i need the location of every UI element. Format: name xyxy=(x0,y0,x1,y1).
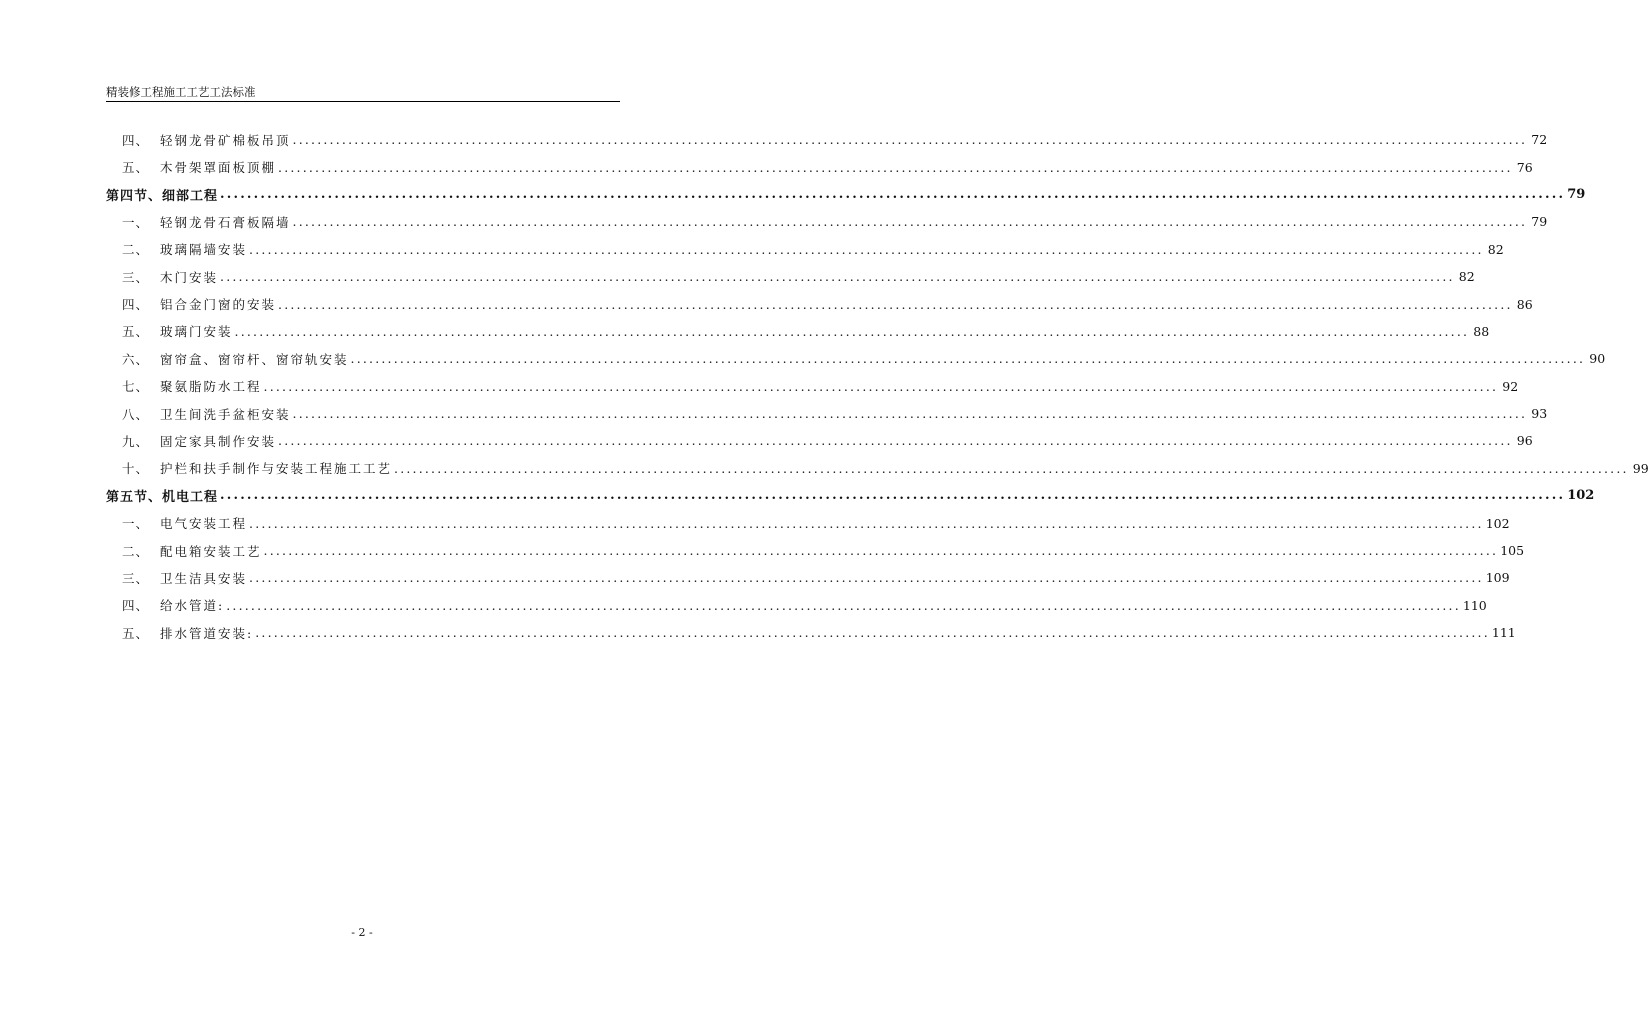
header-rule xyxy=(106,101,620,102)
toc-page-number: 79 xyxy=(1531,214,1548,230)
toc-item-row[interactable] xyxy=(106,153,1533,180)
toc-item-title: 给水管道: xyxy=(160,598,225,614)
toc-page-number: 93 xyxy=(1531,406,1548,422)
toc-section-row[interactable] xyxy=(106,482,1595,509)
toc-item-title: 护栏和扶手制作与安装工程施工工艺 xyxy=(160,461,393,477)
toc-item-row[interactable] xyxy=(106,236,1504,263)
toc-item-title: 排水管道安装: xyxy=(160,625,254,641)
toc-page-number: 102 xyxy=(1567,488,1595,504)
toc-leader-dots: ........................................................................................................................................................................................................ xyxy=(220,186,1566,202)
toc-leader-dots: ........................................................................................................................................................................................................ xyxy=(278,433,1513,449)
toc-item-number: 一、 xyxy=(122,214,150,230)
toc-item-title: 木骨架罩面板顶棚 xyxy=(160,160,277,176)
toc-leader-dots: ........................................................................................................................................................................................................ xyxy=(255,625,1490,641)
toc-page-number: 109 xyxy=(1485,570,1510,586)
toc-item-title: 固定家具制作安装 xyxy=(160,433,277,449)
toc-leader-dots: ........................................................................................................................................................................................................ xyxy=(249,515,1484,531)
toc-item-row[interactable] xyxy=(106,263,1475,290)
toc-item-title: 卫生洁具安装 xyxy=(160,570,248,586)
toc-item-number: 九、 xyxy=(122,433,150,449)
toc-item-number: 四、 xyxy=(122,297,150,313)
toc-item-title: 聚氨脂防水工程 xyxy=(160,379,262,395)
toc-page-number: 82 xyxy=(1487,241,1504,257)
toc-item-row[interactable] xyxy=(106,373,1519,400)
toc-item-number: 四、 xyxy=(122,598,150,614)
toc-item-title: 卫生间洗手盆柜安装 xyxy=(160,406,291,422)
toc-item-number: 五、 xyxy=(122,160,150,176)
toc-item-title: 轻钢龙骨石膏板隔墙 xyxy=(160,214,291,230)
toc-page-number: 111 xyxy=(1491,625,1516,641)
toc-item-row[interactable] xyxy=(106,126,1548,153)
toc-page-number: 102 xyxy=(1485,515,1510,531)
toc-leader-dots: ........................................................................................................................................................................................................ xyxy=(249,241,1484,257)
toc-item-row[interactable] xyxy=(106,509,1510,536)
toc-item-row[interactable] xyxy=(106,427,1533,454)
toc-leader-dots: ........................................................................................................................................................................................................ xyxy=(234,323,1470,339)
toc-page-number: 72 xyxy=(1531,132,1548,148)
toc-item-row[interactable] xyxy=(106,455,1649,482)
toc-item-title: 铝合金门窗的安装 xyxy=(160,297,277,313)
toc-item-number: 二、 xyxy=(122,242,150,258)
toc-item-number: 六、 xyxy=(122,351,150,367)
toc-leader-dots: ........................................................................................................................................................................................................ xyxy=(292,214,1528,230)
toc-item-title: 第五节、机电工程 xyxy=(106,490,219,506)
toc-page-number: 110 xyxy=(1462,597,1487,613)
toc-item-row[interactable] xyxy=(106,592,1487,619)
toc-page-number: 92 xyxy=(1502,378,1519,394)
toc-item-title: 轻钢龙骨矿棉板吊顶 xyxy=(160,132,291,148)
toc-item-row[interactable] xyxy=(106,400,1548,427)
toc-item-number: 五、 xyxy=(122,324,150,340)
toc-item-number: 三、 xyxy=(122,570,150,586)
toc-page-number: 99 xyxy=(1632,460,1649,476)
toc-leader-dots: ........................................................................................................................................................................................................ xyxy=(249,570,1484,586)
toc-page-number: 86 xyxy=(1516,296,1533,312)
toc-item-number: 五、 xyxy=(122,625,150,641)
toc-item-title: 窗帘盒、窗帘杆、窗帘轨安装 xyxy=(160,351,349,367)
toc-page-number: 96 xyxy=(1516,433,1533,449)
toc-item-title: 木门安装 xyxy=(160,269,219,285)
toc-item-title: 配电箱安装工艺 xyxy=(160,543,262,559)
toc-item-number: 四、 xyxy=(122,132,150,148)
toc-item-number: 八、 xyxy=(122,406,150,422)
toc-leader-dots: ........................................................................................................................................................................................................ xyxy=(278,296,1513,312)
toc-page-number: 105 xyxy=(1500,543,1525,559)
toc-leader-dots: ........................................................................................................................................................................................................ xyxy=(263,543,1499,559)
toc-leader-dots: ........................................................................................................................................................................................................ xyxy=(278,159,1513,175)
toc-section-row[interactable] xyxy=(106,181,1586,208)
toc-item-row[interactable] xyxy=(106,564,1510,591)
toc-leader-dots: ........................................................................................................................................................................................................ xyxy=(292,132,1528,148)
toc-page-number: 88 xyxy=(1473,323,1490,339)
toc-page-number: 76 xyxy=(1516,159,1533,175)
footer-page-number: - 2 - xyxy=(351,926,373,939)
toc-leader-dots: ........................................................................................................................................................................................................ xyxy=(226,597,1461,613)
header-title: 精装修工程施工工艺工法标准 xyxy=(106,85,256,99)
toc-item-row[interactable] xyxy=(106,208,1548,235)
toc-leader-dots: ........................................................................................................................................................................................................ xyxy=(263,378,1499,394)
toc-item-number: 七、 xyxy=(122,379,150,395)
toc-item-title: 第四节、细部工程 xyxy=(106,188,219,204)
toc-item-number: 一、 xyxy=(122,516,150,532)
toc-page-number: 90 xyxy=(1589,351,1606,367)
toc-item-row[interactable] xyxy=(106,290,1533,317)
toc-leader-dots: ........................................................................................................................................................................................................ xyxy=(220,488,1566,504)
toc-item-row[interactable] xyxy=(106,345,1606,372)
toc-page-number: 82 xyxy=(1458,269,1475,285)
toc-item-number: 三、 xyxy=(122,269,150,285)
table-of-contents xyxy=(106,126,1649,646)
toc-item-number: 十、 xyxy=(122,461,150,477)
toc-item-number: 二、 xyxy=(122,543,150,559)
toc-item-title: 玻璃隔墙安装 xyxy=(160,242,248,258)
toc-item-title: 玻璃门安装 xyxy=(160,324,233,340)
toc-item-row[interactable] xyxy=(106,318,1490,345)
toc-item-title: 电气安装工程 xyxy=(160,516,248,532)
toc-leader-dots: ........................................................................................................................................................................................................ xyxy=(292,406,1528,422)
toc-item-row[interactable] xyxy=(106,619,1516,646)
toc-item-row[interactable] xyxy=(106,537,1525,564)
toc-leader-dots: ........................................................................................................................................................................................................ xyxy=(220,269,1455,285)
toc-leader-dots: ........................................................................................................................................................................................................ xyxy=(350,351,1586,367)
toc-leader-dots: ........................................................................................................................................................................................................ xyxy=(394,460,1629,476)
toc-page-number: 79 xyxy=(1567,186,1586,202)
